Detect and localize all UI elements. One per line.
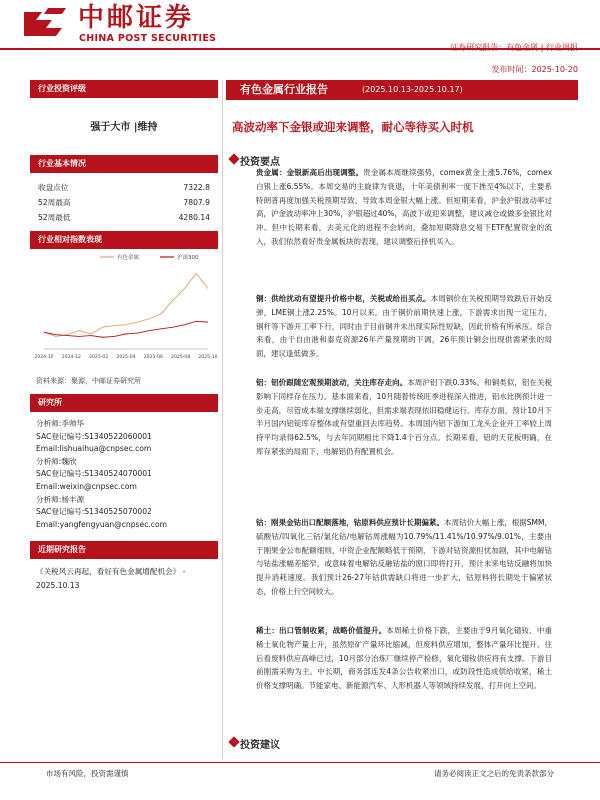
chart-heading: 行业相对指数表现 <box>30 231 218 249</box>
basics-key: 收盘点位 <box>38 183 69 192</box>
brand-name: 中邮证券 <box>78 3 195 33</box>
para-lead: 稀土：出口管制收紧，战略价值提升。 <box>256 626 387 635</box>
paragraph-copper <box>256 292 552 361</box>
analyst-email[interactable]: Email:lishuaihua@cnpsec.com <box>36 444 152 454</box>
section-key-points: 投资要点 <box>240 157 280 168</box>
basics-row <box>30 210 218 225</box>
report-title: 有色金属行业报告 <box>240 83 328 96</box>
paragraph-cobalt <box>256 516 552 599</box>
investment-rating: 强于大市 |维持 <box>90 122 158 133</box>
chart-source: 资料来源：聚源，中邮证券研究所 <box>36 377 141 385</box>
paragraph-precious-metals <box>256 166 552 249</box>
paragraph-rare-earth <box>256 624 552 693</box>
para-text: 本周钴价大幅上涨，根据SMM，硫酸钴/四氧化三钴/氯化钴/电解钴周涨幅为10.79%/11.41%/10.97%/9.01%，主要由于刚果金公布配额细则，中资企业配额略低于预期，下游对钴资源担忧加剧，其中电解钴与钴盐涨幅差缩窄，或意味着电解钴反融钴盐的窗口即将打开，预计未来电钴反融将加快提升消耗速度。我们预计26-27年钴供需缺口将进一步扩大，钴原料将长期处于偏紧状态，价格上行空间较大。 <box>256 518 553 596</box>
footer-divider <box>0 762 600 763</box>
analyst-line: 分析师:杨丰源 <box>36 494 85 504</box>
line-chart <box>30 249 218 369</box>
brand-name-en: CHINA POST SECURITIES <box>79 33 217 44</box>
analyst-line: SAC登记编号:S1340522060001 <box>36 431 152 441</box>
x-tick-label: 2025-04 <box>116 355 136 360</box>
analyst-list <box>30 412 218 531</box>
column-divider <box>222 80 223 760</box>
x-tick-label: 2025-10 <box>198 355 218 360</box>
disclaimer-note: 请务必阅读正文之后的免责条款部分 <box>434 769 554 778</box>
series-line <box>44 273 208 336</box>
rating-heading: 行业投资评级 <box>30 80 218 98</box>
para-lead: 铜：供给扰动有望提升价格中枢，关税或给出买点。 <box>256 294 431 303</box>
section-investment-advice: 投资建议 <box>240 740 280 751</box>
basics-row <box>30 195 218 210</box>
basics-table <box>30 173 218 231</box>
bullet-icon <box>228 736 239 747</box>
para-text: 本周稀土价格下跌，主要由于9月氧化镨钕、中重稀土氧化物产量上升，虽然原矿产量环比缩减，但废料供应增加，整体产量环比提升。往后看废料供应高峰已过，10月部分冶炼厂继续停产检修，氧化镨钕供应将有支撑。下游目前刚需采购为主。中长期，商务部连发4条公告收紧出口，或防段性造成供给收紧，稀土价格支撑明确。节能家电、新能源汽车、人形机器人等领域持续发展，打开向上空间。 <box>256 626 552 691</box>
para-lead: 铝：铝价跟随宏观预期波动，关注库存走向。 <box>256 378 408 387</box>
header-divider <box>0 48 600 50</box>
analyst-line: SAC登记编号:S1340525070002 <box>36 507 152 517</box>
legend-label: 有色金属 <box>117 255 140 261</box>
paragraph-aluminum <box>256 376 552 459</box>
report-title-bar <box>226 80 578 100</box>
bullet-icon <box>228 153 239 164</box>
risk-disclaimer: 市场有风险，投资需谨慎 <box>46 769 129 778</box>
basics-key: 52周最低 <box>38 213 71 222</box>
basics-value: 4280.14 <box>178 213 210 222</box>
x-tick-label: 2025-06 <box>143 355 163 360</box>
logo-icon <box>22 6 68 42</box>
analyst-line: 分析师:魏欣 <box>36 456 77 466</box>
recent-heading: 近期研究报告 <box>30 541 218 559</box>
para-text: 本周铜价在关税预期导致跌后开始反弹，LME铜上涨2.25%。10月以来，由于铜价前期快速上涨，下游需求出现一定压力，铜杆等下游开工率下行，同时由于目前铜并未出现实际性短缺，因此价格有所承压。综合来看，由于自由港和泰克资源26年产量预期的下调，26年预计铜会出现供需紧张的局面，建议逢低做多。 <box>256 294 553 359</box>
sidebar <box>30 80 218 593</box>
basics-value: 7322.8 <box>183 183 210 192</box>
x-tick-label: 2025-08 <box>171 355 191 360</box>
basics-heading: 行业基本情况 <box>30 155 218 173</box>
series-line <box>44 321 208 337</box>
publish-date: 发布时间：2025-10-20 <box>491 65 578 74</box>
basics-key: 52周最高 <box>38 198 71 207</box>
para-text: 贵金属本周继续强势，comex黄金上涨5.76%，comex白银上涨6.55%。本周交易的主旋律为衰退，十年美债利率一度下挫至4%以下，主要系特朗普再度加强关税预期导致，导致本周金银大幅上涨。但短期来看，沪金沪银波动率过高，沪金波动率冲上30%，沪银超过40%，高波下或迎来调整，建议减仓或做多金银比对冲。但中长期来看，去美元化的进程不会转向，叠加短期降息交易下ETF配置资金的流入，我们依然看好贵金属板块的表现，建议调整后择机买入。 <box>256 168 553 246</box>
relative-index-chart <box>30 249 218 369</box>
para-text: 本周沪铝下跌0.33%。和铜类似，铝在关税影响下同样存在压力。基本面来看，10月随着传统旺季进程深入推进，铝水比例预计进一步走高，尽管成本端支撑继续弱化，但需求端表现依旧稳健运行。库存方面，预计10月下半月国内铝锭库存整体或有望重回去库趋势。本周国内铝下游加工龙头企业开工率较上周持平均录得62.5%，与去年同期相比下降1.4个百分点。长期来看，铝的天花板明确，在库存紧张的局面下，电解铝仍有配置机会。 <box>256 378 553 456</box>
basics-row <box>30 180 218 195</box>
analyst-heading: 研究所 <box>30 394 218 412</box>
x-tick-label: 2025-02 <box>89 355 109 360</box>
para-lead: 贵金属：金银新高后出现调整。 <box>256 168 364 177</box>
report-date-range: (2025.10.13-2025.10.17) <box>362 85 463 94</box>
legend-label: 沪深300 <box>177 255 199 261</box>
basics-value: 7807.9 <box>183 198 210 207</box>
headline: 高波动率下金银或迎来调整，耐心等待买入时机 <box>232 120 474 134</box>
analyst-line: 分析师:李帅华 <box>36 419 85 428</box>
recent-report-link[interactable]: 《关税风云再起，看好有色金属增配机会》 - 2025.10.13 <box>36 567 186 591</box>
analyst-email[interactable]: Email:weixin@cnpsec.com <box>36 481 137 491</box>
x-tick-label: 2024-12 <box>61 355 81 360</box>
x-tick-label: 2024-10 <box>34 355 54 360</box>
analyst-line: SAC登记编号:S1340524070001 <box>36 469 152 479</box>
para-lead: 钴：刚果金钴出口配额落地，钴原料供应预计长期偏紧。 <box>256 518 445 527</box>
analyst-email[interactable]: Email:yangfengyuan@cnpsec.com <box>36 519 167 529</box>
